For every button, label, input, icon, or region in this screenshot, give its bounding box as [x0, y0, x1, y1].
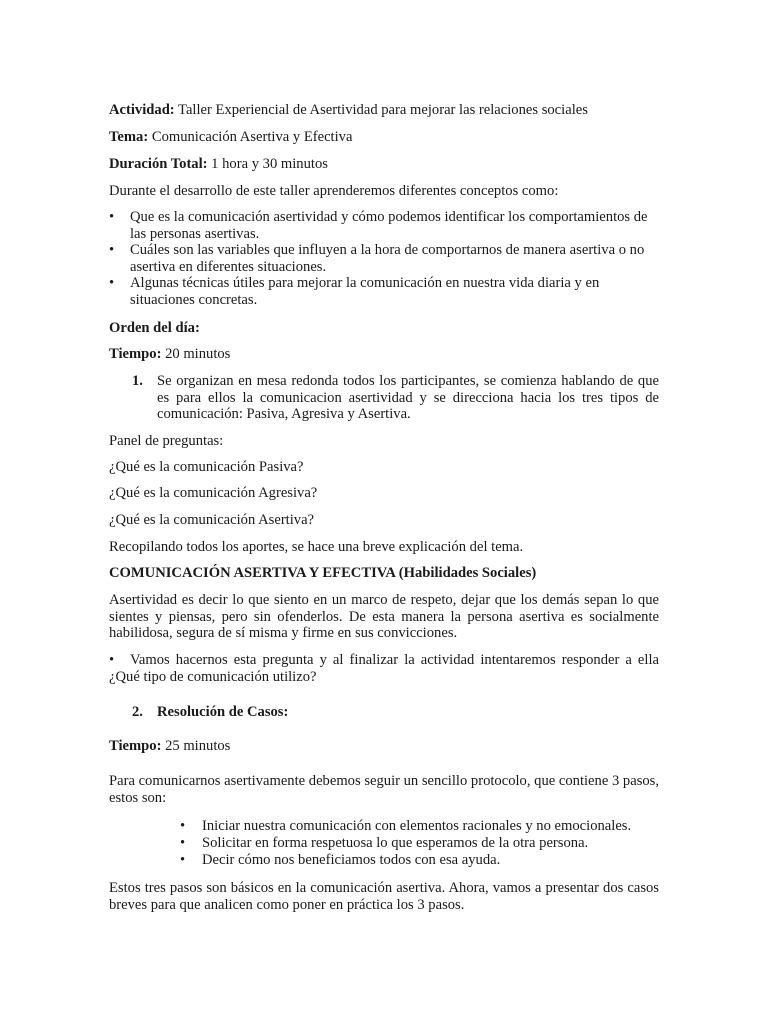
activity-value: Taller Experiencial de Asertividad para mejorar las relaciones sociales: [174, 102, 588, 118]
question-pasiva: ¿Qué es la comunicación Pasiva?: [109, 459, 304, 475]
time-line-1: [109, 346, 659, 363]
concepts-list: [109, 209, 659, 308]
bullet-icon: •: [109, 652, 115, 668]
list-item: [180, 818, 660, 835]
steps-list: [180, 818, 660, 869]
topic-label: Tema:: [109, 129, 149, 145]
step-text: Solicitar en forma respetuosa lo que esperamos de la otra persona.: [202, 835, 589, 851]
question-asertiva: ¿Qué es la comunicación Asertiva?: [109, 512, 315, 528]
step-text: Decir cómo nos beneficiamos todos con esa ayuda.: [202, 852, 501, 868]
question-agresiva: ¿Qué es la comunicación Agresiva?: [109, 485, 318, 501]
section-heading-text: COMUNICACIÓN ASERTIVA Y EFECTIVA (Habilidades Sociales): [109, 565, 537, 581]
activity-line: [109, 102, 659, 119]
time-line-2: [109, 738, 659, 755]
step-text: Iniciar nuestra comunicación con elementos racionales y no emocionales.: [202, 818, 632, 834]
question-bullet: [109, 652, 659, 685]
list-item: [180, 852, 660, 869]
summary-line: Recopilando todos los aportes, se hace una breve explicación del tema.: [109, 539, 524, 555]
bullet-icon: •: [180, 835, 186, 851]
protocol-paragraph: Para comunicarnos asertivamente debemos seguir un sencillo protocolo, que contiene 3 pasos, estos son:: [109, 773, 659, 806]
duration-label: Duración Total:: [109, 156, 208, 172]
time-label: Tiempo:: [109, 346, 162, 362]
list-item: [109, 652, 659, 685]
item-text: Se organizan en mesa redonda todos los participantes, se comienza hablando de que es para ellos la comunicacion asertividad y se direcciona hacia los tres tipos de comunicación: Pasiva, Agresiva y Asertiva.: [157, 373, 659, 422]
duration-line: [109, 156, 659, 173]
intro-paragraph: Durante el desarrollo de este taller aprenderemos diferentes conceptos como:: [109, 183, 559, 199]
bullet-icon: •: [109, 242, 115, 258]
item-number: 2.: [132, 704, 143, 720]
concept-text: Algunas técnicas útiles para mejorar la comunicación en nuestra vida diaria y en situaciones concretas.: [130, 275, 600, 308]
assertiveness-paragraph: Asertividad es decir lo que siento en un marco de respeto, dejar que los demás sepan lo que sientes y piensas, pero sin ofenderlos. De esta manera la persona asertiva es socialmente habilidosa, segura de sí misma y firme en sus convicciones.: [109, 592, 659, 641]
time-value: 20 minutos: [161, 346, 231, 362]
list-item: [180, 835, 660, 852]
bullet-icon: •: [109, 209, 115, 225]
question-bullet-text: Vamos hacernos esta pregunta y al finalizar la actividad intentaremos responder a ella ¿Qué tipo de comunicación utilizo?: [109, 652, 659, 685]
concept-text: Que es la comunicación asertividad y cómo podemos identificar los comportamientos de las personas asertivas.: [130, 209, 648, 242]
agenda-heading: [109, 320, 659, 337]
list-item: [109, 275, 659, 308]
panel-title: Panel de preguntas:: [109, 433, 224, 449]
numbered-item-1: [132, 373, 659, 423]
list-item: [109, 242, 659, 275]
time-value: 25 minutos: [161, 738, 231, 754]
duration-value: 1 hora y 30 minutos: [207, 156, 328, 172]
item-number: 1.: [132, 373, 143, 389]
bullet-icon: •: [180, 852, 186, 868]
agenda-title: Orden del día:: [109, 320, 200, 336]
activity-label: Actividad:: [109, 102, 175, 118]
list-item: [109, 209, 659, 242]
topic-line: [109, 129, 659, 146]
bullet-icon: •: [109, 275, 115, 291]
bullet-icon: •: [180, 818, 186, 834]
section-heading: [109, 565, 659, 582]
closing-paragraph: Estos tres pasos son básicos en la comunicación asertiva. Ahora, vamos a presentar dos casos breves para que analicen como poner en práctica los 3 pasos.: [109, 880, 659, 913]
item-text: Resolución de Casos:: [157, 704, 289, 720]
topic-value: Comunicación Asertiva y Efectiva: [148, 129, 353, 145]
time-label: Tiempo:: [109, 738, 162, 754]
numbered-item-2: [132, 704, 659, 721]
concept-text: Cuáles son las variables que influyen a la hora de comportarnos de manera asertiva o no asertiva en diferentes situaciones.: [130, 242, 645, 275]
